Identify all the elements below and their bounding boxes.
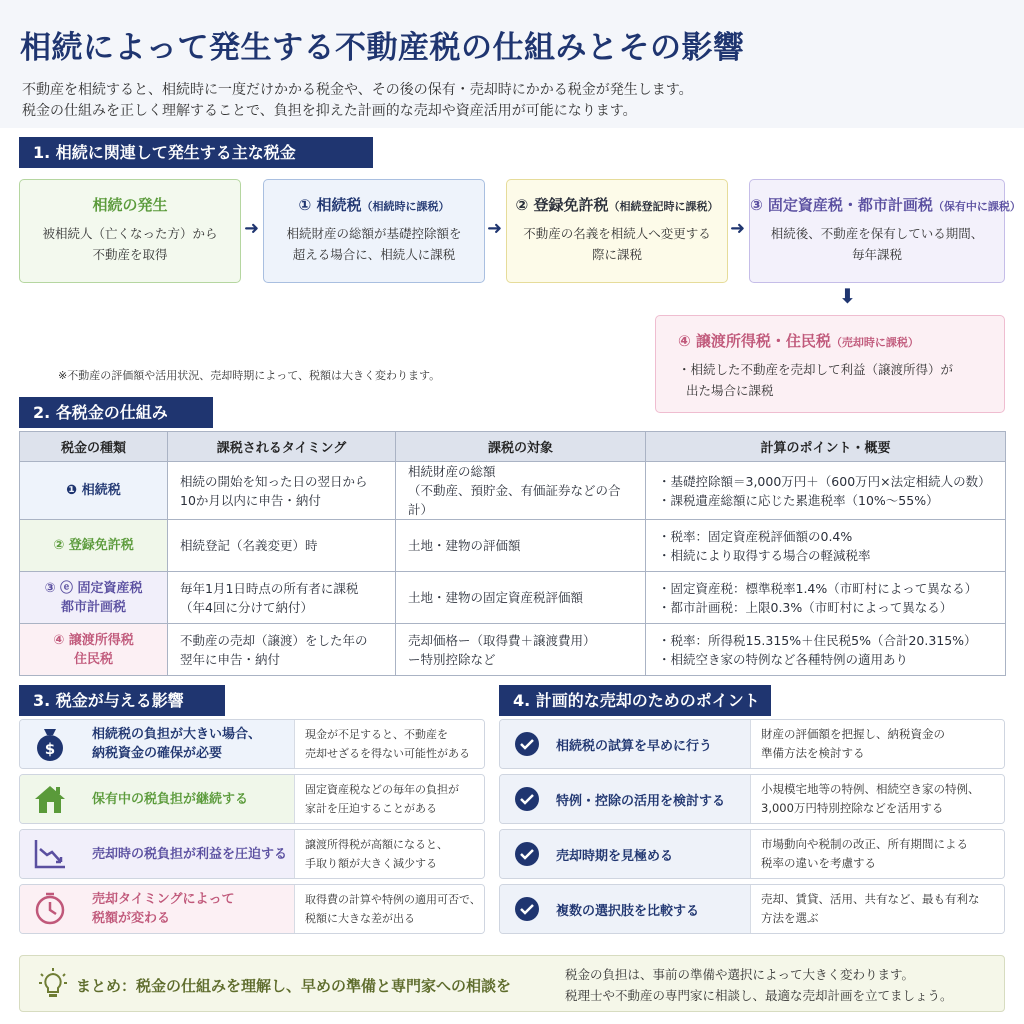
clock-icon — [20, 885, 80, 933]
money-bag-icon — [20, 720, 80, 768]
table-header-row — [20, 432, 1006, 462]
column-header: 課税されるタイミング — [168, 432, 396, 462]
impact-item — [19, 719, 485, 769]
tax-type-cell: ❶ 相続税 — [20, 462, 168, 520]
summary-text-1: 税金の負担は、事前の準備や選択によって大きく変わります。 — [565, 967, 915, 982]
point-desc: 市場動向や税制の改正、所有期間による 税率の違いを考慮する — [750, 830, 1004, 878]
table-row — [20, 462, 1006, 520]
impact-label: 相続税の負担が大きい場合、 納税資金の確保が必要 — [80, 720, 294, 768]
point-item — [499, 884, 1005, 934]
arrow-down-icon: ⬇ — [839, 284, 856, 308]
point-item — [499, 719, 1005, 769]
impact-desc: 譲渡所得税が高額になると、 手取り額が大きく減少する — [294, 830, 484, 878]
arrow-right-icon: ➜ — [244, 218, 260, 239]
section2-heading: 2. 各税金の仕組み — [19, 397, 213, 428]
point-cell: ・固定資産税：標準税率1.4%（市町村によって異なる） ・都市計画税：上限0.3%（市町村によって異なる） — [646, 572, 1006, 624]
flow-title: 相続の発生 — [92, 196, 168, 214]
target-cell: 土地・建物の評価額 — [396, 520, 646, 572]
timing-cell: 毎年1月1日時点の所有者に課税 （年4回に分けて納付） — [168, 572, 396, 624]
column-header: 税金の種類 — [20, 432, 168, 462]
flow-box-inheritance-tax — [263, 179, 485, 283]
lead-text-1: 不動産を相続すると、相続時に一度だけかかる税金や、その後の保有・売却時にかかる税金が発生します。 — [22, 82, 693, 98]
flow-box-transfer-tax — [655, 315, 1005, 413]
point-item — [499, 774, 1005, 824]
check-circle-icon — [500, 720, 554, 768]
flow-desc: 相続財産の総額が基礎控除額を 超える場合に、相続人に課税 — [286, 226, 462, 262]
summary-box — [19, 955, 1005, 1012]
chart-down-icon — [20, 830, 80, 878]
impact-desc: 固定資産税などの毎年の負担が 家計を圧迫することがある — [294, 775, 484, 823]
flow-title: ④ 譲渡所得税・住民税（売却時に課税） — [678, 332, 919, 350]
lead-text-2: 税金の仕組みを正しく理解することで、負担を抑えた計画的な売却や資産活用が可能になります。 — [22, 103, 637, 119]
impact-item — [19, 774, 485, 824]
flow-desc: 不動産の名義を相続人へ変更する 際に課税 — [523, 226, 711, 262]
point-label: 相続税の試算を早めに行う — [554, 720, 750, 768]
point-cell: ・基礎控除額＝3,000万円＋（600万円×法定相続人の数） ・課税遺産総額に応じた累進税率（10%〜55%） — [646, 462, 1006, 520]
flow-box-registration-tax — [506, 179, 728, 283]
section1-heading: 1. 相続に関連して発生する主な税金 — [19, 137, 373, 168]
impact-label: 売却時の税負担が利益を圧迫する — [80, 830, 294, 878]
target-cell: 売却価格ー（取得費＋譲渡費用） ー特別控除など — [396, 624, 646, 676]
timing-cell: 相続の開始を知った日の翌日から 10か月以内に申告・納付 — [168, 462, 396, 520]
page-header — [0, 0, 1024, 128]
summary-title: まとめ：税金の仕組みを理解し、早めの準備と専門家への相談を — [76, 977, 512, 995]
impact-label: 保有中の税負担が継続する — [80, 775, 294, 823]
point-cell: ・税率：所得税15.315%＋住民税5%（合計20.315%） ・相続空き家の特例など各種特例の適用あり — [646, 624, 1006, 676]
flow-desc: ・相続した不動産を売却して利益（譲渡所得）が 出た場合に課税 — [678, 362, 954, 398]
point-desc: 財産の評価額を把握し、納税資金の 準備方法を検討する — [750, 720, 1004, 768]
svg-text:$: $ — [44, 740, 56, 758]
tax-table — [19, 431, 1006, 676]
impact-desc: 現金が不足すると、不動産を 売却せざるを得ない可能性がある — [294, 720, 484, 768]
table-row — [20, 572, 1006, 624]
timing-cell: 相続登記（名義変更）時 — [168, 520, 396, 572]
impact-item — [19, 884, 485, 934]
timing-cell: 不動産の売却（譲渡）をした年の 翌年に申告・納付 — [168, 624, 396, 676]
arrow-right-icon: ➜ — [730, 218, 746, 239]
check-circle-icon — [500, 885, 554, 933]
flow-title: ② 登録免許税（相続登記時に課税） — [515, 196, 719, 214]
section4-heading: 4. 計画的な売却のためのポイント — [499, 685, 771, 716]
summary-text-2: 税理士や不動産の専門家に相談し、最適な売却計画を立てましょう。 — [565, 988, 953, 1003]
tax-type-cell: ③ ⓔ 固定資産税 都市計画税 — [20, 572, 168, 624]
impact-item — [19, 829, 485, 879]
impact-label: 売却タイミングによって 税額が変わる — [80, 885, 294, 933]
point-label: 売却時期を見極める — [554, 830, 750, 878]
flow-desc: 被相続人（亡くなった方）から 不動産を取得 — [42, 226, 218, 262]
point-desc: 売却、賃貸、活用、共有など、最も有利な 方法を選ぶ — [750, 885, 1004, 933]
point-label: 複数の選択肢を比較する — [554, 885, 750, 933]
target-cell: 土地・建物の固定資産税評価額 — [396, 572, 646, 624]
flow-box-property-tax — [749, 179, 1021, 283]
check-circle-icon — [500, 775, 554, 823]
note-text: ※不動産の評価額や活用状況、売却時期によって、税額は大きく変わります。 — [58, 369, 441, 382]
arrow-right-icon: ➜ — [487, 218, 503, 239]
page-title: 相続によって発生する不動産税の仕組みとその影響 — [20, 30, 745, 66]
table-row — [20, 520, 1006, 572]
house-icon — [20, 775, 80, 823]
section3-heading: 3. 税金が与える影響 — [19, 685, 225, 716]
point-label: 特例・控除の活用を検討する — [554, 775, 750, 823]
tax-type-cell: ② 登録免許税 — [20, 520, 168, 572]
impact-desc: 取得費の計算や特例の適用可否で、 税額に大きな差が出る — [294, 885, 484, 933]
flow-title: ③ 固定資産税・都市計画税（保有中に課税） — [750, 196, 1021, 214]
target-cell: 相続財産の総額 （不動産、預貯金、有価証券などの合計） — [396, 462, 646, 520]
flow-box-inheritance — [19, 179, 241, 283]
table-row — [20, 624, 1006, 676]
point-item — [499, 829, 1005, 879]
point-desc: 小規模宅地等の特例、相続空き家の特例、 3,000万円特別控除などを活用する — [750, 775, 1004, 823]
check-circle-icon — [500, 830, 554, 878]
flow-title: ① 相続税（相続時に課税） — [298, 196, 450, 214]
point-cell: ・税率：固定資産税評価額の0.4% ・相続により取得する場合の軽減税率 — [646, 520, 1006, 572]
lightbulb-icon — [38, 968, 68, 1006]
tax-type-cell: ④ 譲渡所得税 住民税 — [20, 624, 168, 676]
column-header: 課税の対象 — [396, 432, 646, 462]
column-header: 計算のポイント・概要 — [646, 432, 1006, 462]
flow-desc: 相続後、不動産を保有している期間、 毎年課税 — [770, 226, 984, 262]
